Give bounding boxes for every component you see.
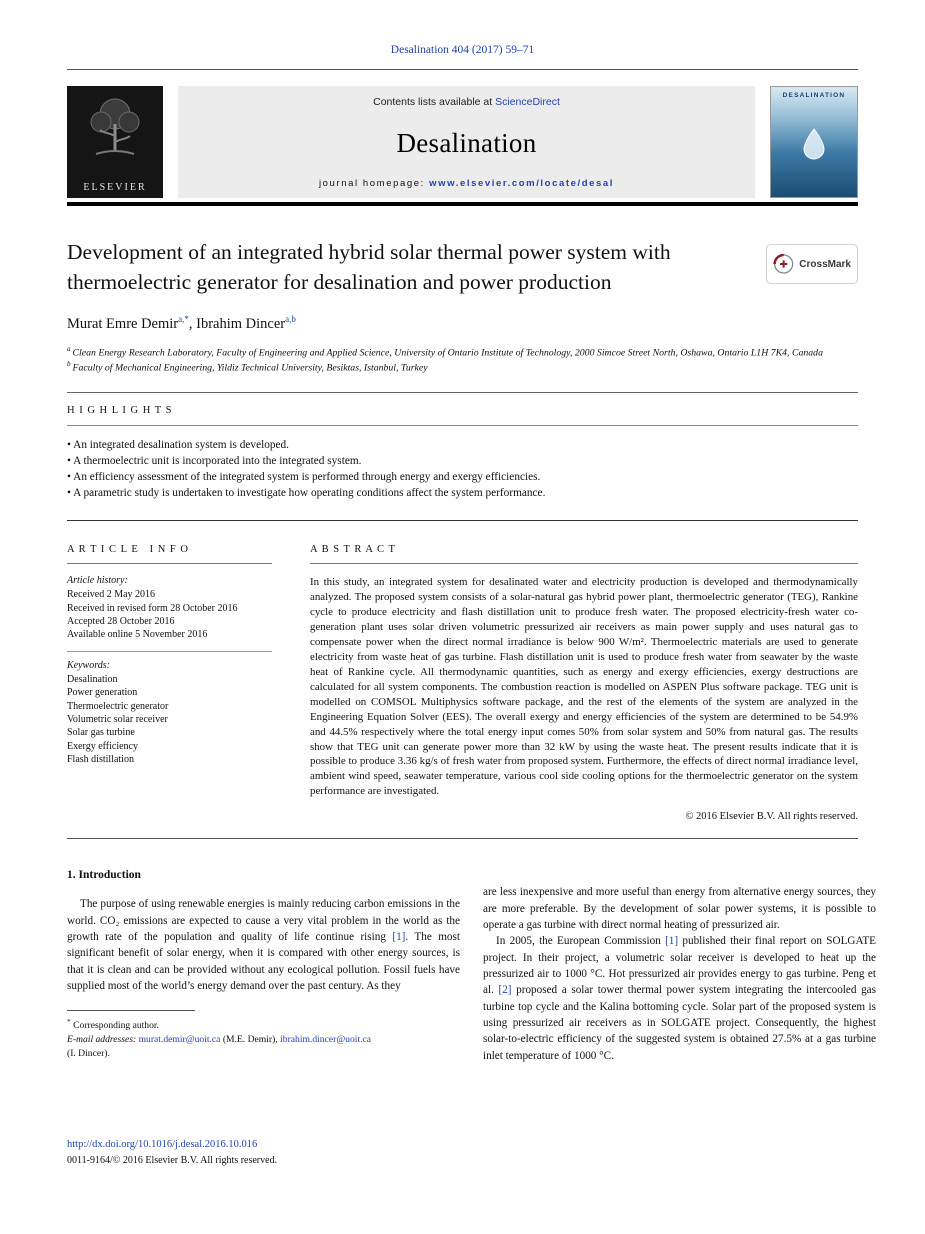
contents-line [373, 96, 560, 108]
elsevier-tree-icon [84, 92, 146, 166]
abstract-text: In this study, an integrated system for desalinated water and electricity production is developed and thermodynamically analyzed. The proposed system consists of a solar-natural gas hybrid power plant, thermoelectric generator (TEG), Rankine cycle to produce electricity and flash distillation unit to produce fresh water. The proposed electricity-fresh water co-generation plant uses solar driven volumetric pressurized air receivers as main power supply and uses natural gas to compensate power when the direct normal irradiance is below 900 W/m². Thermoelectric materials are used to generate electricity from waste heat of gas turbine. Flash distillation unit is used to produce fresh water from seawater by the waste heat of Rankine cycle. All thermodynamic quantities, such as energy and exergy efficiencies, exergy destructions are calculated for all system components. The combustion reaction is modelled on ASPEN Plus software package. TEG unit is modelled on COMSOL Multiphysics software package, and the rest of the elements of the system are analyzed in the Engineering Equation Solver (EES). The overall exergy and energy efficiencies of the system are determined to be 54.9% and 44.5% respectively where the total energy input comes 50% from solar system and 50% from natural gas. The results show that TEG unit can generate power more than 32 kW by using the waste heat. The present results indicate that it is possible to produce 3.36 kg/s of fresh water from proposed system. Furthermore, the effects of direct normal irradiance level, ambient wind speed, seawater temperature, various cool side cooling options for the thermoelectric generator on the system performance are investigated. [310, 576, 858, 798]
keyword: Thermoelectric generator [67, 700, 169, 712]
page-footer [67, 1139, 277, 1166]
divider [67, 838, 858, 839]
banner-center-panel [178, 86, 755, 198]
paragraph-text: . The most significant benefit of solar energy, when it is compared with other energy sources, is that it is clean and can be provided without any ecological pollution. Fossil fuels have supplied most of the world’s energy demand over the past century. As they [67, 930, 460, 992]
keywords-label: Keywords: [67, 659, 110, 671]
keyword: Power generation [67, 687, 138, 699]
affiliations [67, 345, 858, 375]
history-item: Accepted 28 October 2016 [67, 615, 175, 627]
highlights-heading: H I G H L I G H T S [67, 405, 173, 417]
email-addresses-line [67, 1033, 451, 1047]
highlight-item: • An efficiency assessment of the integrated system is performed through energy and exergy efficiencies. [67, 469, 858, 485]
email-link-1[interactable]: murat.demir@uoit.ca [138, 1034, 221, 1046]
journal-banner [67, 86, 858, 198]
citation-link[interactable]: Desalination 404 (2017) 59–71 [390, 44, 535, 56]
divider [67, 651, 272, 652]
highlight-item: • An integrated desalination system is developed. [67, 437, 858, 453]
article-info-column [67, 544, 272, 822]
corresponding-author-note [67, 1017, 451, 1033]
divider [67, 69, 858, 70]
email-link-2[interactable]: ibrahim.dincer@uoit.ca [280, 1034, 371, 1046]
affiliation-sup: a [67, 345, 71, 354]
sciencedirect-link[interactable]: ScienceDirect [495, 96, 560, 108]
highlights-list [67, 437, 858, 501]
paragraph-text: In 2005, the European Commission [496, 935, 666, 948]
elsevier-wordmark: ELSEVIER [83, 182, 147, 193]
crossmark-badge[interactable] [766, 244, 858, 284]
citation-line [67, 44, 858, 56]
doi-line [67, 1139, 277, 1150]
footnote-text: (M.E. Demir), [220, 1034, 281, 1046]
keyword: Volumetric solar receiver [67, 713, 168, 725]
cover-title: DESALINATION [782, 92, 846, 99]
copyright-line: © 2016 Elsevier B.V. All rights reserved. [685, 811, 858, 823]
divider [67, 425, 858, 426]
affiliation [67, 360, 858, 375]
journal-name: Desalination [396, 127, 537, 158]
intro-paragraph [67, 896, 460, 994]
email-label: E-mail addresses: [67, 1034, 139, 1046]
article-title: Development of an integrated hybrid solar thermal power system with thermoelectric generator for desalination and power production [67, 240, 671, 294]
highlight-item: • A parametric study is undertaken to investigate how operating conditions affect the system performance. [67, 485, 858, 501]
journal-cover[interactable] [770, 86, 858, 198]
footnote-block [67, 1010, 451, 1061]
reference-link-1[interactable]: [1] [665, 935, 679, 948]
affiliation-sup: b [67, 360, 71, 369]
divider [67, 563, 272, 564]
divider [67, 1010, 195, 1011]
abstract-heading: A B S T R A C T [310, 544, 396, 556]
homepage-url-link[interactable]: www.elsevier.com/locate/desal [429, 178, 615, 189]
info-abstract-section [67, 544, 858, 822]
body-column-right [483, 869, 876, 1064]
article-history-label: Article history: [67, 575, 128, 587]
crossmark-label: CrossMark [799, 258, 851, 270]
divider [310, 563, 858, 564]
doi-link[interactable]: http://dx.doi.org/10.1016/j.desal.2016.10.016 [67, 1139, 258, 1150]
body-paragraph: are less inexpensive and more useful than energy from alternative energy sources, they are more preferable. By the development of solar power systems, it is possible to operate a gas turbine with direct normal heating of pressurized air. [483, 886, 876, 931]
paragraph-text: published their final report on SOLGATE project. In their project, a volumetric solar receiver is developed to heat up the pressurized air to 1000 °C. Hot pressurized air provides energy to gas turbine. Peng et al. [483, 935, 876, 997]
divider [67, 392, 858, 393]
reference-link-2[interactable]: [2] [498, 984, 512, 997]
keyword: Flash distillation [67, 754, 134, 766]
author-name: Murat Emre Demir [67, 316, 179, 333]
author-name: , Ibrahim Dincer [188, 316, 286, 333]
article-body [67, 869, 876, 1064]
abstract-column [310, 544, 858, 822]
history-item: Received 2 May 2016 [67, 589, 156, 601]
keyword: Desalination [67, 673, 118, 685]
title-row [67, 238, 858, 297]
email-addresses-line-2: (I. Dincer). [67, 1048, 110, 1060]
paragraph-text: The purpose of using renewable energies is mainly reducing carbon emissions in the world. CO₂ emissions are expected to cause a very vital problem in the world as the growth rate of the population and quality of life continue rising [67, 898, 460, 943]
divider [67, 520, 858, 521]
author-affiliation-sup[interactable]: a,* [178, 314, 189, 325]
history-item: Available online 5 November 2016 [67, 629, 208, 641]
paragraph-text: proposed a solar tower thermal power system integrating the intercooled gas turbine top cycle and the Kalina bottoming cycle. Solar part of the proposed system is using pressurized air receivers as in SOLGATE project. Consequently, the highest solar-to-electric efficiency of the suggested system is obtained 27.5% at a gas turbine inlet temperature of 1000 °C. [483, 984, 876, 1062]
homepage-line [319, 178, 614, 189]
reference-link-1[interactable]: [1] [392, 930, 406, 943]
highlight-item: • A thermoelectric unit is incorporated into the integrated system. [67, 453, 858, 469]
body-paragraph [483, 933, 876, 1064]
water-drop-icon [801, 127, 827, 161]
homepage-prefix: journal homepage: [318, 178, 430, 189]
affiliation-text: Clean Energy Research Laboratory, Faculty of Engineering and Applied Science, University of Ontario Institute of Technology, 2000 Simcoe Street North, Oshawa, Ontario L1H 7K4, Canada [72, 347, 823, 359]
history-item: Received in revised form 28 October 2016 [67, 602, 238, 614]
contents-prefix: Contents lists available at [373, 96, 496, 108]
author-line [67, 314, 858, 333]
footnote-star: * [67, 1017, 71, 1027]
section-heading-introduction: 1. Introduction [67, 869, 141, 882]
crossmark-icon [773, 251, 794, 277]
affiliation-text: Faculty of Mechanical Engineering, Yildiz Technical University, Besiktas, Istanbul, Turkey [72, 362, 428, 374]
article-info-heading: A R T I C L E I N F O [67, 544, 189, 556]
body-column-left [67, 869, 460, 1064]
elsevier-logo[interactable] [67, 86, 163, 198]
author-affiliation-sup[interactable]: a,b [285, 314, 296, 325]
footnote-text: Corresponding author. [70, 1020, 159, 1032]
keyword: Solar gas turbine [67, 727, 135, 739]
thick-divider [67, 202, 858, 206]
affiliation [67, 345, 858, 360]
issn-copyright-line: 0011-9164/© 2016 Elsevier B.V. All rights reserved. [67, 1155, 278, 1166]
keyword: Exergy efficiency [67, 740, 138, 752]
